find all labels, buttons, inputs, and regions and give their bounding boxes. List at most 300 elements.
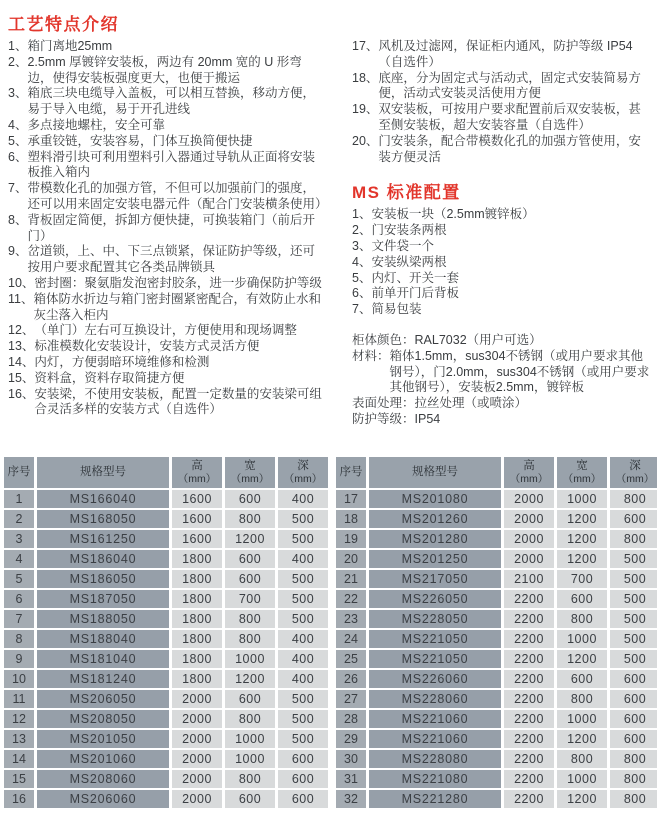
header-index-cell: 序号	[4, 457, 34, 488]
height-cell: 2200	[504, 590, 554, 608]
model-cell: MS201060	[37, 750, 169, 768]
table-row	[4, 770, 328, 788]
features-column-left	[8, 10, 326, 428]
feature-item	[352, 71, 653, 103]
header-height-cell	[172, 457, 222, 488]
height-cell: 1800	[172, 550, 222, 568]
feature-item-text: 双安装板，可按用户要求配置前后双安装板，甚至侧安装板，超大安装容量（自选件）	[378, 102, 641, 132]
height-cell: 1800	[172, 630, 222, 648]
width-cell: 1200	[557, 550, 607, 568]
table-row	[4, 510, 328, 528]
depth-cell: 500	[278, 690, 328, 708]
header-depth-cell-label: 深	[629, 459, 641, 472]
config-item-number: 5、	[352, 270, 372, 285]
model-cell: MS226050	[369, 590, 501, 608]
height-cell: 2200	[504, 670, 554, 688]
config-details	[352, 333, 653, 428]
row-index-cell: 27	[336, 690, 366, 708]
width-cell: 1000	[225, 730, 275, 748]
width-cell: 800	[225, 770, 275, 788]
height-cell: 1800	[172, 610, 222, 628]
row-index-cell: 23	[336, 610, 366, 628]
width-cell: 600	[557, 670, 607, 688]
height-cell: 2200	[504, 750, 554, 768]
feature-item	[8, 339, 326, 355]
row-index-cell: 28	[336, 710, 366, 728]
config-item-text: 前单开门后背板	[371, 286, 459, 301]
height-cell: 2000	[172, 770, 222, 788]
feature-item-text: 多点接地螺柱，安全可靠	[27, 117, 165, 132]
model-cell: MS168050	[37, 510, 169, 528]
width-cell: 1200	[557, 790, 607, 808]
config-item-text: 文件袋一个	[371, 238, 434, 253]
table-row	[336, 630, 657, 648]
model-cell: MS206050	[37, 690, 169, 708]
depth-cell: 800	[610, 790, 657, 808]
model-cell: MS187050	[37, 590, 169, 608]
config-item	[352, 255, 653, 271]
height-cell: 1800	[172, 570, 222, 588]
height-cell: 2200	[504, 790, 554, 808]
model-cell: MS226060	[369, 670, 501, 688]
width-cell: 1000	[557, 770, 607, 788]
table-row	[4, 570, 328, 588]
table-row	[336, 610, 657, 628]
config-item-text: 简易包装	[371, 302, 422, 317]
config-detail-label: 防护等级：	[352, 411, 415, 426]
header-model-cell: 规格型号	[369, 457, 501, 488]
spec-table-left-body	[4, 490, 328, 808]
depth-cell: 800	[610, 770, 657, 788]
height-cell: 2000	[504, 530, 554, 548]
table-row	[4, 530, 328, 548]
model-cell: MS201260	[369, 510, 501, 528]
width-cell: 800	[225, 610, 275, 628]
table-row	[4, 650, 328, 668]
table-row	[4, 750, 328, 768]
row-index-cell: 8	[4, 630, 34, 648]
config-item-number: 6、	[352, 286, 372, 301]
row-index-cell: 32	[336, 790, 366, 808]
feature-item-text: 带模数化孔的加强方管，不但可以加强前门的强度，还可以用来固定安装电器元件（配合门安装横条使用）	[27, 181, 328, 211]
config-detail-label: 柜体颜色：	[352, 332, 415, 347]
model-cell: MS221050	[369, 630, 501, 648]
config-detail-label: 表面处理：	[352, 396, 415, 411]
height-cell: 1800	[172, 650, 222, 668]
row-index-cell: 21	[336, 570, 366, 588]
table-row	[4, 690, 328, 708]
height-cell: 2000	[172, 690, 222, 708]
config-detail-text: 箱体1.5mm，sus304不锈钢（或用户要求其他钢号），门2.0mm，sus304不锈钢（或用户要求其他钢号），安装板2.5mm，镀锌板	[389, 348, 650, 395]
model-cell: MS228080	[369, 750, 501, 768]
feature-item-text: 门安装条，配合带模数化孔的加强方管使用，安装方便灵活	[378, 133, 641, 164]
feature-item-number: 14、	[8, 354, 35, 369]
height-cell: 2000	[504, 510, 554, 528]
header-model-cell: 规格型号	[37, 457, 169, 488]
config-item	[352, 286, 653, 302]
depth-cell: 500	[278, 710, 328, 728]
feature-item-text: 内灯，方便弱暗环境维修和检测	[34, 354, 210, 369]
depth-cell: 600	[610, 690, 657, 708]
depth-cell: 600	[610, 670, 657, 688]
feature-item-number: 13、	[8, 339, 35, 354]
config-item-number: 2、	[352, 223, 372, 238]
height-cell: 2200	[504, 770, 554, 788]
width-cell: 1200	[225, 530, 275, 548]
config-item-text: 安装纵梁两根	[371, 254, 447, 269]
depth-cell: 500	[278, 610, 328, 628]
table-row	[336, 690, 657, 708]
depth-cell: 600	[278, 790, 328, 808]
width-cell: 600	[225, 790, 275, 808]
feature-item-text: 标准模数化安装设计，安装方式灵活方便	[34, 339, 260, 354]
depth-cell: 600	[278, 770, 328, 788]
spec-table-right	[333, 455, 657, 810]
table-row	[336, 570, 657, 588]
feature-item-number: 1、	[8, 39, 28, 53]
feature-item	[352, 102, 653, 134]
table-row	[336, 510, 657, 528]
header-width-cell	[557, 457, 607, 488]
depth-cell: 500	[610, 650, 657, 668]
header-unit-label: （mm）	[230, 472, 270, 485]
feature-item-number: 11、	[8, 291, 34, 306]
table-row	[336, 750, 657, 768]
model-cell: MS181040	[37, 650, 169, 668]
row-index-cell: 10	[4, 670, 34, 688]
height-cell: 1600	[172, 530, 222, 548]
width-cell: 1200	[557, 510, 607, 528]
width-cell: 800	[225, 510, 275, 528]
feature-item	[8, 355, 326, 371]
row-index-cell: 15	[4, 770, 34, 788]
width-cell: 700	[557, 570, 607, 588]
width-cell: 800	[225, 710, 275, 728]
height-cell: 1800	[172, 590, 222, 608]
model-cell: MS186040	[37, 550, 169, 568]
row-index-cell: 31	[336, 770, 366, 788]
width-cell: 800	[557, 750, 607, 768]
table-row	[336, 650, 657, 668]
model-cell: MS208060	[37, 770, 169, 788]
depth-cell: 600	[610, 710, 657, 728]
config-item	[352, 207, 653, 223]
feature-item	[8, 213, 326, 245]
table-row	[4, 790, 328, 808]
model-cell: MS221080	[369, 770, 501, 788]
depth-cell: 400	[278, 550, 328, 568]
feature-item-text: 安装梁，不使用安装板，配置一定数量的安装梁可组合灵活多样的安装方式（自选件）	[34, 386, 322, 417]
spec-table-header-row	[4, 457, 328, 488]
feature-item-number: 4、	[8, 117, 28, 132]
depth-cell: 400	[278, 650, 328, 668]
feature-item-number: 5、	[8, 133, 28, 148]
feature-item-text: 箱底三块电缆导入盖板，可以相互替换，移动方便，易于导入电缆，易于开孔进线	[27, 86, 315, 117]
row-index-cell: 7	[4, 610, 34, 628]
row-index-cell: 9	[4, 650, 34, 668]
width-cell: 1200	[557, 730, 607, 748]
feature-item-number: 9、	[8, 244, 28, 259]
config-item-text: 内灯、开关一套	[371, 270, 459, 285]
spec-table-left	[1, 455, 331, 810]
model-cell: MS221060	[369, 710, 501, 728]
row-index-cell: 24	[336, 630, 366, 648]
table-row	[4, 630, 328, 648]
width-cell: 1000	[225, 650, 275, 668]
config-item	[352, 302, 653, 318]
header-height-cell-label: 高	[523, 459, 535, 472]
height-cell: 2000	[504, 550, 554, 568]
width-cell: 600	[225, 690, 275, 708]
config-detail-line	[352, 396, 653, 412]
row-index-cell: 20	[336, 550, 366, 568]
row-index-cell: 6	[4, 590, 34, 608]
feature-item-number: 20、	[352, 133, 379, 148]
feature-item	[352, 134, 653, 166]
width-cell: 1200	[225, 670, 275, 688]
header-unit-label: （mm）	[615, 472, 655, 485]
features-list-left	[8, 39, 326, 418]
model-cell: MS221060	[369, 730, 501, 748]
table-row	[336, 670, 657, 688]
depth-cell: 500	[278, 570, 328, 588]
spec-table-left-head	[4, 457, 328, 488]
header-width-cell-label: 宽	[576, 459, 588, 472]
row-index-cell: 13	[4, 730, 34, 748]
height-cell: 2000	[504, 490, 554, 508]
width-cell: 1000	[225, 750, 275, 768]
row-index-cell: 2	[4, 510, 34, 528]
depth-cell: 600	[278, 750, 328, 768]
row-index-cell: 5	[4, 570, 34, 588]
width-cell: 1200	[557, 530, 607, 548]
row-index-cell: 11	[4, 690, 34, 708]
feature-item	[352, 39, 653, 71]
feature-item-text: 承重铰链，安装容易，门体互换简便快捷	[27, 133, 253, 148]
model-cell: MS188050	[37, 610, 169, 628]
feature-item	[8, 150, 326, 182]
feature-item-number: 2、	[8, 54, 28, 69]
table-row	[336, 590, 657, 608]
feature-item	[8, 371, 326, 387]
model-cell: MS161250	[37, 530, 169, 548]
model-cell: MS217050	[369, 570, 501, 588]
header-width-cell-label: 宽	[244, 459, 256, 472]
height-cell: 2000	[172, 710, 222, 728]
config-detail-line	[352, 412, 653, 428]
feature-item	[8, 181, 326, 213]
feature-item-number: 19、	[352, 102, 379, 117]
model-cell: MS228060	[369, 690, 501, 708]
feature-item-text: 箱体防水折边与箱门密封圈紧密配合，有效防止水和灰尘落入柜内	[33, 291, 321, 322]
depth-cell: 400	[278, 630, 328, 648]
model-cell: MS166040	[37, 490, 169, 508]
config-detail-text: 拉丝处理（或喷涂）	[414, 396, 528, 411]
config-item	[352, 271, 653, 287]
width-cell: 600	[557, 590, 607, 608]
features-title: 工艺特点介绍	[8, 15, 119, 34]
height-cell: 1600	[172, 510, 222, 528]
model-cell: MS208050	[37, 710, 169, 728]
table-row	[336, 530, 657, 548]
feature-item-text: 岔道锁，上、中、下三点锁紧，保证防护等级，还可按用户要求配置其它各类品牌锁具	[27, 244, 315, 275]
config-detail-text: IP54	[414, 411, 441, 426]
spec-table-header-row	[336, 457, 657, 488]
height-cell: 2000	[172, 790, 222, 808]
header-height-cell	[504, 457, 554, 488]
config-item-number: 4、	[352, 254, 372, 269]
depth-cell: 400	[278, 490, 328, 508]
header-height-cell-label: 高	[191, 459, 203, 472]
table-row	[4, 730, 328, 748]
feature-item-text: 2.5mm 厚镀锌安装板，两边有 20mm 宽的 U 形弯边，使得安装板强度更大，也便于搬运	[27, 54, 302, 85]
row-index-cell: 12	[4, 710, 34, 728]
height-cell: 2200	[504, 730, 554, 748]
config-item-number: 7、	[352, 302, 372, 317]
row-index-cell: 3	[4, 530, 34, 548]
feature-item	[8, 55, 326, 87]
feature-item-text: 箱门离地25mm	[27, 39, 113, 53]
model-cell: MS181240	[37, 670, 169, 688]
table-row	[4, 550, 328, 568]
depth-cell: 800	[610, 530, 657, 548]
height-cell: 2000	[172, 750, 222, 768]
row-index-cell: 26	[336, 670, 366, 688]
table-row	[336, 790, 657, 808]
depth-cell: 600	[610, 730, 657, 748]
feature-item-text: 风机及过滤网，保证柜内通风，防护等级 IP54（自选件）	[378, 39, 633, 69]
model-cell: MS201280	[369, 530, 501, 548]
height-cell: 2000	[172, 730, 222, 748]
table-row	[336, 550, 657, 568]
height-cell: 2100	[504, 570, 554, 588]
model-cell: MS201050	[37, 730, 169, 748]
feature-item-number: 7、	[8, 181, 28, 196]
model-cell: MS228050	[369, 610, 501, 628]
feature-item	[8, 86, 326, 118]
header-width-cell	[225, 457, 275, 488]
model-cell: MS221050	[369, 650, 501, 668]
width-cell: 800	[225, 630, 275, 648]
feature-item-number: 17、	[352, 39, 379, 53]
row-index-cell: 18	[336, 510, 366, 528]
width-cell: 800	[557, 690, 607, 708]
config-item	[352, 239, 653, 255]
standard-config-list	[352, 207, 653, 318]
width-cell: 1000	[557, 490, 607, 508]
table-row	[4, 610, 328, 628]
feature-item-text: 背板固定简便，拆卸方便快捷，可换装箱门（前后开门）	[27, 212, 315, 243]
feature-item-number: 18、	[352, 70, 379, 85]
depth-cell: 800	[610, 490, 657, 508]
feature-item	[8, 134, 326, 150]
table-row	[4, 490, 328, 508]
width-cell: 700	[225, 590, 275, 608]
row-index-cell: 22	[336, 590, 366, 608]
standard-config-title: MS 标准配置	[352, 183, 461, 203]
depth-cell: 500	[610, 630, 657, 648]
model-cell: MS206060	[37, 790, 169, 808]
table-row	[336, 490, 657, 508]
row-index-cell: 29	[336, 730, 366, 748]
height-cell: 2200	[504, 630, 554, 648]
features-column-right	[326, 10, 653, 428]
header-depth-cell	[610, 457, 657, 488]
row-index-cell: 4	[4, 550, 34, 568]
config-detail-line	[352, 333, 653, 349]
width-cell: 600	[225, 550, 275, 568]
spec-table-right-head	[336, 457, 657, 488]
table-row	[336, 710, 657, 728]
header-unit-label: （mm）	[509, 472, 549, 485]
height-cell: 2200	[504, 690, 554, 708]
config-item-text: 门安装条两根	[371, 223, 447, 238]
depth-cell: 500	[278, 530, 328, 548]
spec-tables	[1, 455, 656, 810]
config-item	[352, 223, 653, 239]
row-index-cell: 19	[336, 530, 366, 548]
model-cell: MS221280	[369, 790, 501, 808]
width-cell: 1200	[557, 650, 607, 668]
feature-item-text: 资料盒，资料存取简捷方便	[34, 370, 185, 385]
height-cell: 2200	[504, 710, 554, 728]
depth-cell: 800	[610, 750, 657, 768]
row-index-cell: 14	[4, 750, 34, 768]
feature-item-number: 6、	[8, 149, 28, 164]
feature-item-number: 10、	[8, 275, 35, 290]
row-index-cell: 16	[4, 790, 34, 808]
table-row	[336, 770, 657, 788]
depth-cell: 400	[278, 670, 328, 688]
model-cell: MS186050	[37, 570, 169, 588]
feature-item-text: 塑料滑引块可利用塑料引入器通过导轨从正面将安装板推入箱内	[27, 149, 315, 180]
model-cell: MS201080	[369, 490, 501, 508]
height-cell: 2200	[504, 650, 554, 668]
feature-item	[8, 276, 326, 292]
width-cell: 1000	[557, 710, 607, 728]
width-cell: 600	[225, 490, 275, 508]
feature-item	[8, 387, 326, 419]
depth-cell: 500	[610, 570, 657, 588]
row-index-cell: 17	[336, 490, 366, 508]
table-row	[4, 670, 328, 688]
height-cell: 1800	[172, 670, 222, 688]
row-index-cell: 25	[336, 650, 366, 668]
header-depth-cell-label: 深	[297, 459, 309, 472]
table-row	[4, 590, 328, 608]
depth-cell: 500	[610, 590, 657, 608]
depth-cell: 500	[610, 550, 657, 568]
feature-item-number: 12、	[8, 323, 35, 338]
row-index-cell: 30	[336, 750, 366, 768]
feature-item-number: 3、	[8, 86, 28, 101]
row-index-cell: 1	[4, 490, 34, 508]
feature-item-text: 底座，分为固定式与活动式，固定式安装简易方便，活动式安装灵活使用方便	[378, 70, 641, 101]
height-cell: 1600	[172, 490, 222, 508]
table-row	[336, 730, 657, 748]
feature-item-number: 8、	[8, 212, 28, 227]
width-cell: 1000	[557, 630, 607, 648]
depth-cell: 500	[610, 610, 657, 628]
depth-cell: 500	[278, 590, 328, 608]
config-item-number: 3、	[352, 238, 372, 253]
table-row	[4, 710, 328, 728]
model-cell: MS201250	[369, 550, 501, 568]
feature-item-text: （单门）左右可互换设计，方便使用和现场调整	[34, 323, 297, 338]
feature-item	[8, 244, 326, 276]
width-cell: 800	[557, 610, 607, 628]
height-cell: 2200	[504, 610, 554, 628]
